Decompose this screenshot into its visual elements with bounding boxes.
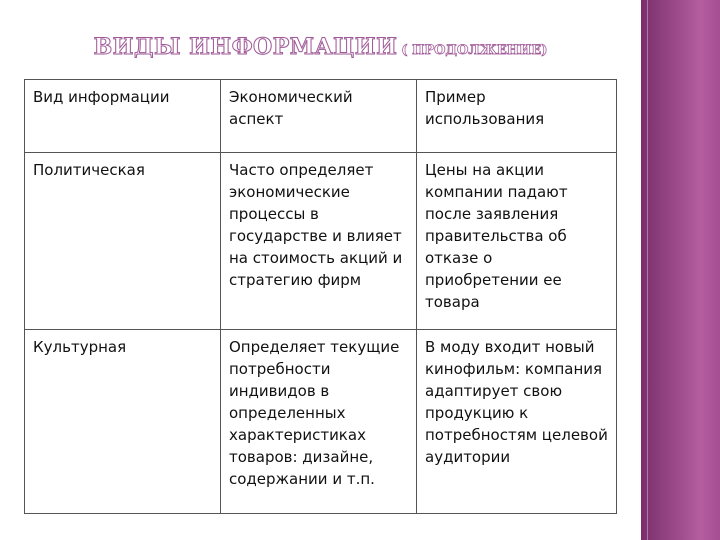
row-cultural-type: Культурная bbox=[33, 338, 127, 356]
cell-aspect bbox=[221, 153, 417, 330]
row-cultural-aspect: Определяет текущие потребности индивидов в определенных характеристиках товаров: дизайне, содержании и т.п. bbox=[229, 338, 400, 488]
header-cell-type bbox=[25, 80, 221, 153]
table-row bbox=[25, 330, 617, 514]
cell-aspect bbox=[221, 330, 417, 514]
row-political-aspect: Часто определяет экономические процессы в государстве и влияет на стоимость акций и стратегию фирм bbox=[229, 161, 403, 289]
side-band-line bbox=[647, 0, 648, 540]
header-aspect-label: Экономический аспект bbox=[229, 88, 353, 128]
slide-title bbox=[0, 34, 641, 60]
header-type-label: Вид информации bbox=[33, 88, 170, 106]
cell-example bbox=[417, 330, 617, 514]
table-row bbox=[25, 153, 617, 330]
row-political-example: Цены на акции компании падают после заявления правительства об отказе о приобретении ее товара bbox=[425, 161, 568, 311]
cell-type bbox=[25, 153, 221, 330]
info-types-table bbox=[24, 79, 617, 514]
cell-example bbox=[417, 153, 617, 330]
row-cultural-example: В моду входит новый кинофильм: компания адаптирует свою продукцию к потребностям целевой аудитории bbox=[425, 338, 608, 466]
header-example-label: Пример использования bbox=[425, 88, 545, 128]
cell-type bbox=[25, 330, 221, 514]
decorative-side-band bbox=[641, 0, 720, 540]
table-header-row bbox=[25, 80, 617, 153]
row-political-type: Политическая bbox=[33, 161, 145, 179]
slide-title-main: ВИДЫ ИНФОРМАЦИИ bbox=[93, 34, 398, 60]
header-cell-aspect bbox=[221, 80, 417, 153]
header-cell-example bbox=[417, 80, 617, 153]
slide-title-sub: ( ПРОДОЛЖЕНИЕ) bbox=[401, 43, 548, 58]
